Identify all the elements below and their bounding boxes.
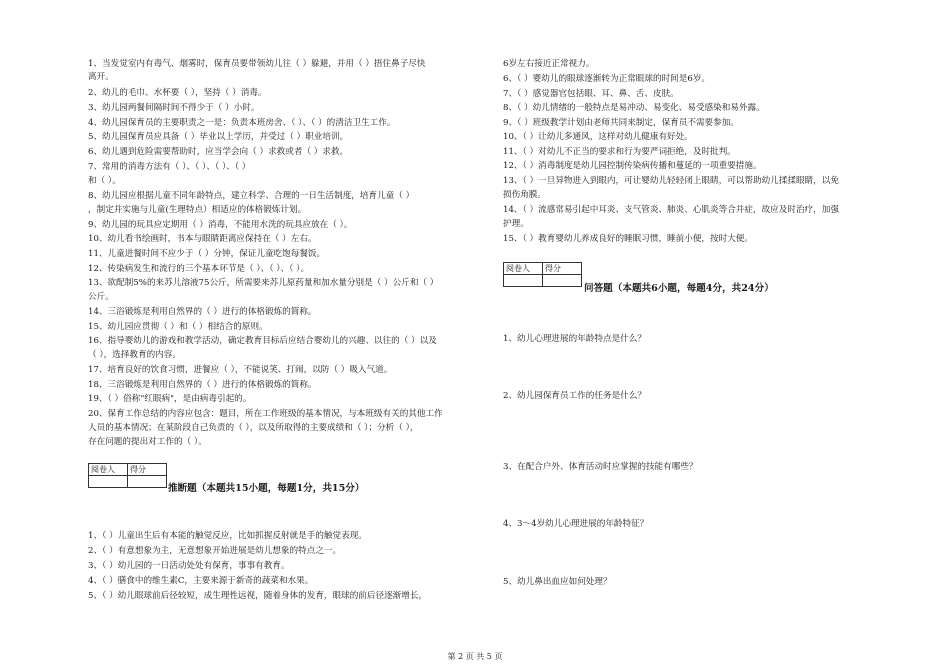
judge-item: 15、（ ）教育婴幼儿养成良好的睡眠习惯，睡前小便，按时大便。 bbox=[503, 234, 753, 244]
fill-line: 17、培育良好的饮食习惯，进餐应（ ），不能说笑、打闹，以防（ ）吸入气道。 bbox=[88, 365, 393, 375]
fill-line: 公斤。 bbox=[88, 292, 114, 302]
grader-cell[interactable] bbox=[89, 476, 128, 488]
qa-item: 3、在配合户外、体育活动时应掌握的技能有哪些？ bbox=[503, 462, 698, 472]
fill-line: 13、欲配制5%的来苏儿溶液75公斤，所需要来苏儿原药量和加水量分别是（ ）公斤和（ ） bbox=[88, 278, 439, 288]
judge-item: 13、（ ）一旦异物进入到眼内，可让婴幼儿轻轻闭上眼睛，可以帮助幼儿揉揉眼睛，以免 bbox=[503, 176, 839, 186]
grader-cell[interactable] bbox=[504, 275, 543, 287]
score-label: 得分 bbox=[543, 263, 582, 275]
fill-line: 存在问题的提出对工作的（ ）。 bbox=[88, 437, 207, 447]
grader-label: 阅卷人 bbox=[89, 464, 128, 476]
fill-line: 14、三浴锻炼是利用自然界的（ ）进行的体格锻炼的简称。 bbox=[88, 307, 317, 317]
fill-line: 7、常用的消毒方法有（ ）、（ ）、（ ）、（ ） bbox=[88, 162, 251, 172]
judge-item: 4、（ ）膳食中的维生素C，主要来源于新奇的蔬菜和水果。 bbox=[88, 576, 314, 586]
fill-line: （ ），选择教育的内容。 bbox=[88, 350, 181, 360]
score-cell[interactable] bbox=[543, 275, 582, 287]
judge-item: 5、（ ）幼儿眼球前后径较短，成生理性远视，随着身体的发育，眼球的前后径逐渐增长， bbox=[88, 591, 428, 601]
fill-line: 15、幼儿园应贯彻（ ）和（ ）相结合的原则。 bbox=[88, 322, 268, 332]
judge-item: 6岁左右接近正常视力。 bbox=[503, 59, 595, 69]
fill-line: 4、幼儿园保育员的主要职责之一是：负责本班房舍、（ ）、（ ）的清洁卫生工作。 bbox=[88, 118, 396, 128]
fill-line: 和（ ）。 bbox=[88, 176, 121, 186]
judge-item: 14、（ ）流感常易引起中耳炎、支气管炎、肺炎、心肌炎等合并症，故应及时治疗，加强 bbox=[503, 205, 839, 215]
judge-item: 3、（ ）幼儿园的一日活动处处有保育，事事有教育。 bbox=[88, 561, 290, 571]
score-table-qa bbox=[503, 262, 582, 287]
fill-line: 2、幼儿的毛巾、水杯要（ ），坚持（ ）消毒。 bbox=[88, 88, 267, 98]
judge-item: 9、（ ）班级教学计划由老师共同来制定，保育员不需要参加。 bbox=[503, 118, 739, 128]
fill-line: ，制定并实施与儿童(生理特点）相适应的体格锻炼计划。 bbox=[88, 205, 307, 215]
grader-label: 阅卷人 bbox=[504, 263, 543, 275]
qa-item: 1、幼儿心理进展的年龄特点是什么？ bbox=[503, 334, 646, 344]
judge-item: 护理。 bbox=[503, 219, 529, 229]
judge-item: 1、（ ）儿童出生后有本能的触觉反应，比如抓握反射就是手的触觉表现。 bbox=[88, 531, 367, 541]
judge-item: 6、（ ）婴幼儿的眼球逐渐转为正常眼球的时间是6岁。 bbox=[503, 74, 711, 84]
judge-item: 2、（ ）有意想象为主，无意想象开始进展是幼儿想象的特点之一。 bbox=[88, 546, 342, 556]
fill-line: 1、当发觉室内有毒气、烟雾时，保育员要带领幼儿往（ ）躲避，并用（ ）捂住鼻子尽快 bbox=[88, 59, 426, 69]
fill-line: 人员的基本情况；在某阶段自己负责的（ ），以及所取得的主要成绩和（ ）；分析（ ）， bbox=[88, 423, 419, 433]
judge-item: 10、（ ）让幼儿多通风，这样对幼儿健康有好处。 bbox=[503, 132, 693, 142]
fill-line: 10、幼儿看书绘画时，书本与眼睛距离应保持在（ ）左右。 bbox=[88, 234, 317, 244]
judge-item: 12、（ ）消毒制度是幼儿园控制传染病传播和蔓延的一项重要措施。 bbox=[503, 161, 762, 171]
judge-item: 8、（ ）幼儿情绪的一般特点是易冲动、易变化、易受感染和易外露。 bbox=[503, 103, 765, 113]
fill-line: 20、保育工作总结的内容应包含：题目，所在工作班级的基本情况，与本班级有关的其他工作 bbox=[88, 409, 443, 419]
fill-line: 19、（ ）俗称"红眼病"，是由病毒引起的。 bbox=[88, 394, 252, 404]
score-cell[interactable] bbox=[128, 476, 167, 488]
judge-item: 11、（ ）对幼儿不正当的要求和行为要严词拒绝，及时批判。 bbox=[503, 147, 736, 157]
qa-item: 2、幼儿园保育员工作的任务是什么？ bbox=[503, 391, 646, 401]
fill-line: 5、幼儿园保育员应具备（ ）毕业以上学历，并受过（ ）职业培训。 bbox=[88, 132, 349, 142]
score-label: 得分 bbox=[128, 464, 167, 476]
page-footer: 第 2 页 共 5 页 bbox=[447, 652, 503, 661]
fill-line: 12、传染病发生和流行的三个基本环节是（ ）、（ ）、（ ）。 bbox=[88, 264, 310, 274]
fill-line: 18、三浴锻炼是利用自然界的（ ）进行的体格锻炼的简称。 bbox=[88, 380, 317, 390]
fill-line: 3、幼儿园两餐间隔时间不得少于（ ）小时。 bbox=[88, 103, 260, 113]
score-table-judge bbox=[88, 463, 167, 488]
judge-item: 7、（ ）感觉器官包括眼、耳、鼻、舌、皮肤。 bbox=[503, 89, 679, 99]
fill-line: 11、儿童进餐时间不应少于（ ）分钟，保证儿童吃饱每餐饭。 bbox=[88, 249, 326, 259]
fill-line: 9、幼儿园的玩具应定期用（ ）消毒，不能用水洗的玩具应放在（ ）。 bbox=[88, 220, 353, 230]
fill-line: 6、幼儿遇到危险需要帮助时，应当学会向（ ）求救或者（ ）求救。 bbox=[88, 147, 349, 157]
judge-item: 损伤角膜。 bbox=[503, 190, 546, 200]
fill-line: 离开。 bbox=[88, 72, 114, 82]
qa-item: 5、幼儿鼻出血应如何处理？ bbox=[503, 577, 612, 587]
qa-item: 4、3～4岁幼儿心理进展的年龄特征？ bbox=[503, 519, 649, 529]
section-qa-title: 问答题（本题共6小题，每题4分，共24分） bbox=[584, 283, 774, 294]
fill-line: 8、幼儿园应根据儿童不同年龄特点，建立科学、合理的一日生活制度，培育儿童（ ） bbox=[88, 191, 415, 201]
fill-line: 16、指导婴幼儿的游戏和教学活动，确定教育目标后应结合婴幼儿的兴趣、以往的（ ）以及 bbox=[88, 336, 437, 346]
section-judge-title: 推断题（本题共15小题，每题1分，共15分） bbox=[168, 483, 365, 494]
